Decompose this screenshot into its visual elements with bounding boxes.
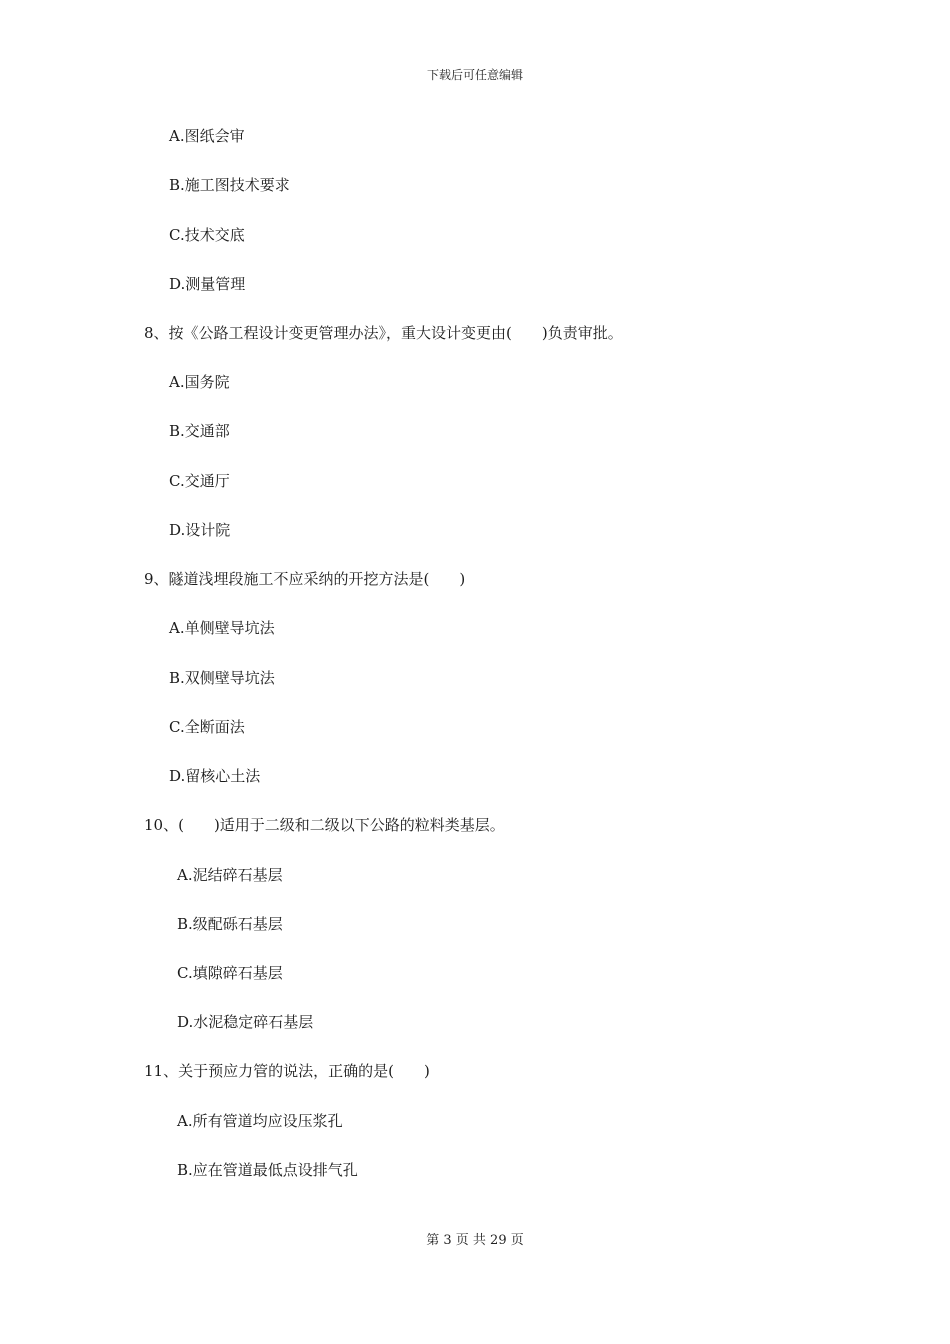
option-9a: A.单侧壁导坑法 [169,619,275,637]
option-8b: B.交通部 [169,422,230,440]
page-number-footer: 第 3 页 共 29 页 [426,1233,524,1248]
option-8d: D.设计院 [169,521,231,539]
option-7b: B.施工图技术要求 [169,176,290,194]
option-7d: D.测量管理 [169,275,246,293]
option-8a: A.国务院 [169,373,230,391]
option-9d: D.留核心土法 [169,767,261,785]
option-7a: A.图纸会审 [169,127,245,145]
question-9: 9、隧道浅埋段施工不应采纳的开挖方法是( ) [144,570,466,588]
option-10a: A.泥结碎石基层 [177,866,283,884]
page-header: 下载后可任意编辑 [426,68,523,82]
option-9c: C.全断面法 [169,718,245,736]
question-11: 11、关于预应力管的说法，正确的是( ) [144,1062,430,1080]
option-11b: B.应在管道最低点设排气孔 [177,1161,358,1179]
option-10d: D.水泥稳定碎石基层 [177,1013,314,1031]
question-10: 10、( )适用于二级和二级以下公路的粒料类基层。 [144,816,505,834]
option-7c: C.技术交底 [169,226,245,244]
option-9b: B.双侧壁导坑法 [169,669,275,687]
question-8: 8、按《公路工程设计变更管理办法》，重大设计变更由( )负责审批。 [144,324,623,342]
option-11a: A.所有管道均应设压浆孔 [177,1112,343,1130]
option-10c: C.填隙碎石基层 [177,964,283,982]
option-8c: C.交通厅 [169,472,230,490]
option-10b: B.级配砾石基层 [177,915,283,933]
